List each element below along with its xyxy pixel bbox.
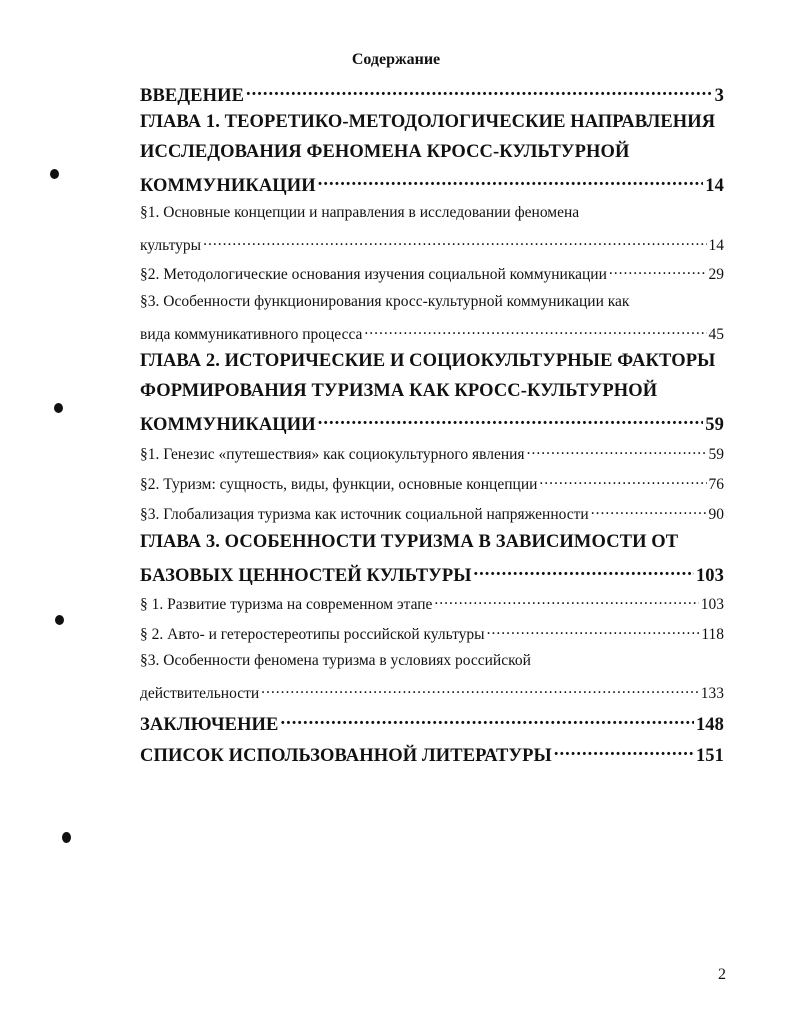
- leader-dots: [281, 711, 694, 730]
- toc-entry-page: 103: [700, 595, 724, 613]
- toc-entry-section-2-1: [140, 443, 724, 464]
- toc-entry-page: 14: [708, 236, 724, 254]
- toc-entry-text: культуры: [140, 236, 202, 254]
- toc-entry-chapter2-line3: [140, 411, 724, 436]
- toc-entry-section-3-3-line2: [140, 682, 724, 703]
- leader-dots: [318, 411, 704, 430]
- toc-entry-text: §2. Туризм: сущность, виды, функции, основные концепции: [140, 475, 538, 493]
- toc-entry-page: 103: [695, 565, 724, 586]
- leader-dots: [554, 742, 694, 761]
- leader-dots: [364, 323, 706, 339]
- leader-dots: [609, 263, 707, 279]
- punch-hole-mark: [54, 403, 63, 413]
- toc-entry-text: ФОРМИРОВАНИЯ ТУРИЗМА КАК КРОСС-КУЛЬТУРНОЙ: [140, 381, 658, 401]
- toc-entry-page: 59: [708, 445, 724, 463]
- toc-entry-section-1-1-line1: [140, 204, 724, 222]
- toc-entry-chapter1-line1: [140, 112, 724, 133]
- toc-entry-chapter2-line1: [140, 351, 724, 372]
- toc-entry-text: СПИСОК ИСПОЛЬЗОВАННОЙ ЛИТЕРАТУРЫ: [140, 745, 552, 766]
- toc-entry-text: ГЛАВА 3. ОСОБЕННОСТИ ТУРИЗМА В ЗАВИСИМОСТИ ОТ: [140, 532, 679, 552]
- page-title: Содержание: [351, 51, 441, 68]
- toc-entry-text: ВВЕДЕНИЕ: [140, 85, 245, 106]
- leader-dots: [539, 473, 706, 489]
- toc-entry-section-1-3-line1: [140, 293, 724, 311]
- punch-hole-mark: [50, 169, 59, 179]
- toc-entry-text: ГЛАВА 2. ИСТОРИЧЕСКИЕ И СОЦИОКУЛЬТУРНЫЕ ФАКТОРЫ: [140, 351, 716, 371]
- toc-entry-page: 45: [708, 325, 724, 343]
- toc-entry-section-2-2: [140, 473, 724, 494]
- toc-entry-chapter3-line2: [140, 562, 724, 587]
- toc-entry-section-1-2: [140, 263, 724, 284]
- toc-entry-chapter3-line1: [140, 532, 724, 553]
- leader-dots: [591, 503, 707, 519]
- toc-entry-text: ГЛАВА 1. ТЕОРЕТИКО-МЕТОДОЛОГИЧЕСКИЕ НАПРАВЛЕНИЯ: [140, 112, 716, 132]
- toc-entry-section-2-3: [140, 503, 724, 524]
- toc-entry-page: 59: [705, 414, 724, 435]
- toc-entry-page: 118: [701, 625, 724, 643]
- leader-dots: [261, 682, 699, 698]
- toc-entry-chapter1-line3: [140, 172, 724, 197]
- toc-entry-page: 151: [695, 745, 724, 766]
- toc-entry-text: КОММУНИКАЦИИ: [140, 175, 316, 196]
- punch-hole-mark: [62, 832, 71, 843]
- leader-dots: [527, 443, 707, 459]
- toc-entry-page: 29: [708, 265, 724, 283]
- punch-hole-mark: [55, 615, 64, 625]
- leader-dots: [487, 623, 700, 639]
- leader-dots: [434, 593, 698, 609]
- toc-entry-page: 3: [714, 85, 724, 106]
- leader-dots: [246, 82, 713, 101]
- toc-entry-section-3-3-line1: [140, 652, 724, 670]
- leader-dots: [203, 234, 706, 250]
- toc-entry-section-1-1-line2: [140, 234, 724, 255]
- toc-entry-chapter2-line2: [140, 381, 724, 402]
- toc-entry-conclusion: [140, 711, 724, 736]
- toc-entry-text: § 2. Авто- и гетеростереотипы российской культуры: [140, 625, 485, 643]
- toc-entry-page: 133: [700, 684, 724, 702]
- toc-entry-text: §3. Особенности феномена туризма в условиях российской: [140, 652, 531, 669]
- toc-entry-text: §3. Глобализация туризма как источник социальной напряженности: [140, 505, 589, 523]
- page-number: 2: [718, 966, 726, 983]
- toc-entry-text: §1. Основные концепции и направления в исследовании феномена: [140, 204, 580, 221]
- toc-entry-page: 90: [708, 505, 724, 523]
- toc-entry-section-3-2: [140, 623, 724, 644]
- leader-dots: [474, 562, 694, 581]
- toc-entry-text: вида коммуникативного процесса: [140, 325, 363, 343]
- toc-entry-page: 148: [695, 714, 724, 735]
- toc-entry-text: § 1. Развитие туризма на современном этапе: [140, 595, 433, 613]
- toc-entry-bibliography: [140, 742, 724, 767]
- toc-entry-page: 14: [705, 175, 724, 196]
- toc-entry-text: §3. Особенности функционирования кросс-культурной коммуникации как: [140, 293, 630, 310]
- toc-entry-text: ИССЛЕДОВАНИЯ ФЕНОМЕНА КРОСС-КУЛЬТУРНОЙ: [140, 142, 630, 162]
- toc-entry-text: КОММУНИКАЦИИ: [140, 414, 316, 435]
- toc-entry-introduction: [140, 82, 724, 107]
- toc-entry-text: ЗАКЛЮЧЕНИЕ: [140, 714, 279, 735]
- toc-entry-text: действительности: [140, 684, 260, 702]
- toc-entry-text: §2. Методологические основания изучения социальной коммуникации: [140, 265, 607, 283]
- toc-entry-section-3-1: [140, 593, 724, 614]
- toc-entry-section-1-3-line2: [140, 323, 724, 344]
- leader-dots: [318, 172, 704, 191]
- toc-entry-page: 76: [708, 475, 724, 493]
- toc-entry-chapter1-line2: [140, 142, 724, 163]
- toc-entry-text: §1. Генезис «путешествия» как социокультурного явления: [140, 445, 525, 463]
- toc-entry-text: БАЗОВЫХ ЦЕННОСТЕЙ КУЛЬТУРЫ: [140, 565, 472, 586]
